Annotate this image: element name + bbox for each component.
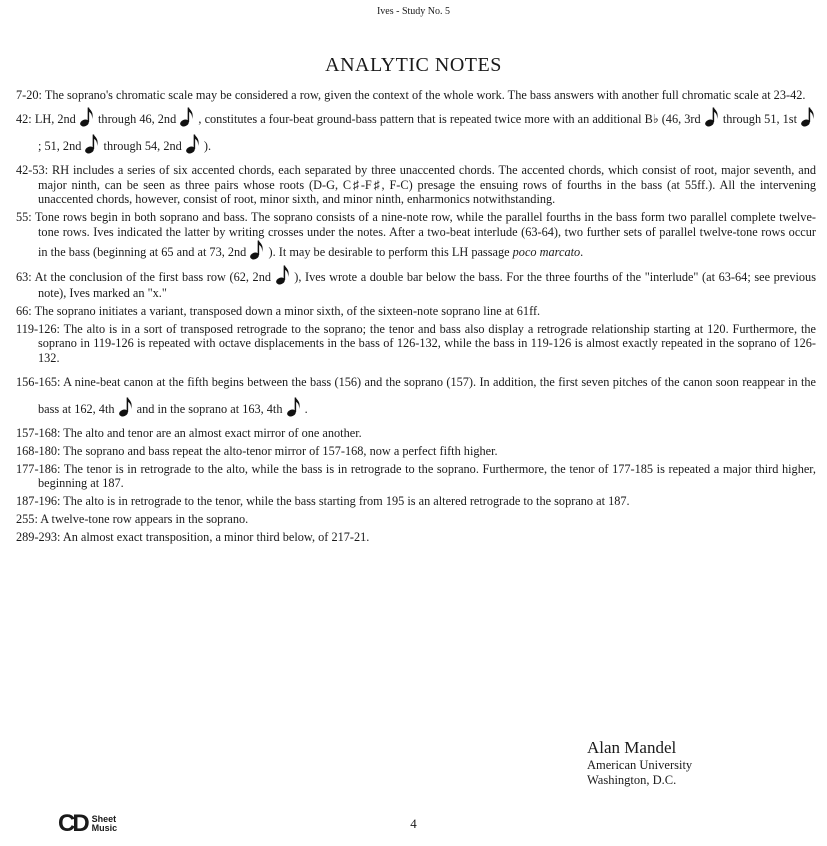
note-ref: 187-196: bbox=[16, 493, 61, 508]
author-name: Alan Mandel bbox=[587, 738, 677, 757]
note-item bbox=[16, 322, 816, 366]
note-item bbox=[16, 512, 816, 527]
note-item bbox=[16, 494, 816, 509]
note-ref: 168-180: bbox=[16, 443, 61, 458]
eighth-note-icon bbox=[249, 239, 265, 261]
eighth-note-icon bbox=[800, 106, 816, 128]
eighth-note-icon bbox=[185, 133, 201, 155]
signature-block bbox=[587, 738, 692, 788]
note-text: ). bbox=[203, 138, 212, 153]
note-text: The soprano initiates a variant, transposed down a minor sixth, of the sixteen-note soprano line at 61ff. bbox=[34, 304, 541, 319]
logo-mark: CD bbox=[58, 810, 87, 837]
note-text: The soprano's chromatic scale may be considered a row, given the context of the whole work. The bass answers with another full chromatic scale at 23-42. bbox=[44, 88, 806, 102]
note-text: Tone rows begin in both soprano and bass. The soprano consists of a nine-note row, while the parallel fourths in the bass form two parallel complete twelve-tone rows. Ives indicated the latter by writing crosses under the notes. After a two-beat interlude (63-64), two further sets of parallel twelve-tone rows occur in the bass (beginning at 65 and at 73, 2nd bbox=[35, 209, 816, 260]
note-ref: 63: bbox=[16, 270, 32, 285]
eighth-note-icon bbox=[79, 106, 95, 128]
notes-list bbox=[16, 88, 816, 547]
note-text: The alto and tenor are an almost exact mirror of one another. bbox=[63, 426, 362, 441]
author-affiliation: American University bbox=[587, 758, 693, 772]
note-item bbox=[16, 462, 816, 491]
note-text: ; 51, 2nd bbox=[38, 138, 82, 153]
note-text: A twelve-tone row appears in the soprano. bbox=[40, 511, 249, 526]
note-item bbox=[16, 88, 816, 103]
note-ref: 42-53: bbox=[16, 162, 49, 177]
eighth-note-icon bbox=[286, 396, 302, 418]
note-item bbox=[16, 264, 816, 301]
note-item bbox=[16, 304, 816, 319]
note-text: A nine-beat canon at the fifth begins between the bass (156) and the soprano (157). In addition, the first seven pitches of the canon soon reappear in the bass at 162, 4th bbox=[38, 374, 816, 416]
eighth-note-icon bbox=[704, 106, 720, 128]
note-ref: 66: bbox=[16, 304, 32, 319]
note-text: The soprano and bass repeat the alto-tenor mirror of 157-168, now a perfect fifth higher. bbox=[63, 443, 498, 458]
note-item bbox=[16, 426, 816, 441]
note-text: At the conclusion of the first bass row (62, 2nd bbox=[34, 270, 271, 285]
eighth-note-icon bbox=[275, 264, 291, 286]
logo-text-line1: Sheet bbox=[91, 814, 117, 824]
note-ref: 7-20: bbox=[16, 88, 42, 102]
note-ref: 289-293: bbox=[16, 529, 61, 544]
eighth-note-icon bbox=[179, 106, 195, 128]
note-ref: 42: bbox=[16, 111, 32, 126]
note-text: through 54, 2nd bbox=[103, 138, 182, 153]
note-text: ), Ives wrote a double bar below the bass. For the three fourths of the "interlude" (at 63-64; see previous note), Ives marked an "x." bbox=[38, 270, 816, 301]
note-text: The alto is in a sort of transposed retrograde to the soprano; the tenor and bass also display a retrograde relationship starting at 120. Furthermore, the soprano in 119-126 is repeated with octave displacements in the bass of 126-132, while the bass in 119-126 is almost exactly repeated in the soprano of 126-132. bbox=[38, 321, 816, 366]
page-number: 4 bbox=[410, 816, 417, 831]
note-text: RH includes a series of six accented chords, each separated by three unaccented chords. The accented chords, which consist of root, major seventh, and major ninth, can be seen as three pairs whose roots (D-G, C♯-F♯, F-C) presage the ensuing rows of fourths in the bass (at 55ff.). All the intervening unaccented chords, however, consist of root, minor sixth, and minor ninth, enharmonics notwithstanding. bbox=[38, 162, 817, 207]
note-text: . bbox=[580, 245, 584, 260]
note-item bbox=[16, 530, 816, 545]
note-item bbox=[16, 369, 816, 423]
note-text: LH, 2nd bbox=[34, 111, 76, 126]
note-ref: 177-186: bbox=[16, 461, 61, 476]
note-text: through 51, 1st bbox=[722, 111, 797, 126]
note-text: B♭ (46, 3rd bbox=[644, 111, 701, 126]
logo-text-line2: Music bbox=[91, 823, 118, 833]
note-text: ). It may be desirable to perform this LH passage bbox=[268, 245, 510, 260]
note-ref: 156-165: bbox=[16, 374, 61, 389]
note-ref: 255: bbox=[16, 511, 38, 526]
note-italic: poco marcato bbox=[512, 245, 581, 260]
eighth-note-icon bbox=[118, 396, 134, 418]
note-ref: 157-168: bbox=[16, 426, 61, 441]
eighth-note-icon bbox=[84, 133, 100, 155]
note-text: An almost exact transposition, a minor third below, of 217-21. bbox=[62, 529, 370, 544]
note-item bbox=[16, 106, 816, 160]
note-ref: 119-126: bbox=[16, 321, 60, 336]
note-item bbox=[16, 163, 816, 207]
page-title: ANALYTIC NOTES bbox=[325, 54, 502, 76]
note-item bbox=[16, 444, 816, 459]
note-text: . bbox=[304, 401, 308, 416]
author-location: Washington, D.C. bbox=[587, 773, 677, 787]
note-ref: 55: bbox=[16, 209, 32, 224]
note-text: and in the soprano at 163, 4th bbox=[136, 401, 283, 416]
note-item bbox=[16, 210, 816, 261]
note-text: The tenor is in retrograde to the alto, while the bass is in retrograde to the soprano. Furthermore, the tenor of 177-185 is repeated a major third higher, beginning at 187. bbox=[38, 461, 816, 491]
note-text: The alto is in retrograde to the tenor, while the bass starting from 195 is an altered retrograde to the soprano at 187. bbox=[63, 493, 630, 508]
running-header: Ives - Study No. 5 bbox=[376, 6, 451, 17]
note-text: , constitutes a four-beat ground-bass pattern that is repeated twice more with an additional bbox=[198, 111, 642, 126]
note-text: through 46, 2nd bbox=[98, 111, 177, 126]
